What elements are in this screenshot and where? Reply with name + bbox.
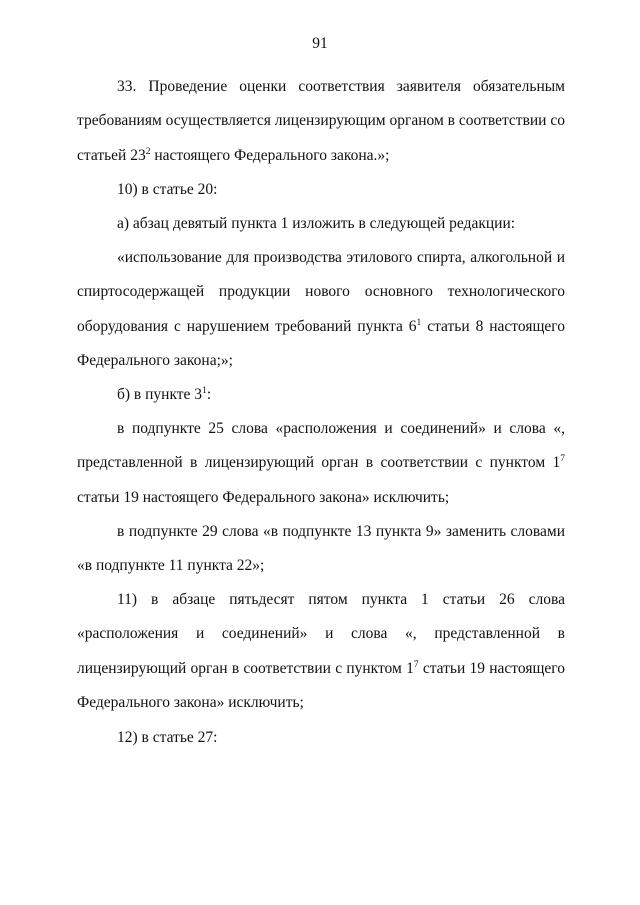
superscript: 1 [416,317,422,328]
paragraph-text: в подпункте 25 слова «расположения и соединений» и слова «, представленной в лицензирующий орган в соответствии с пунктом 1 [77,420,565,472]
superscript: 7 [560,454,565,465]
paragraph-text: а) абзац девятый пункта 1 изложить в следующей редакции: [117,215,516,232]
paragraph-subitem-b [77,378,565,412]
superscript: 1 [202,386,207,397]
paragraph-subitem-a [77,207,565,241]
paragraph-text: статьи 8 настоящего Федерального закона;»; [77,317,566,370]
superscript: 7 [413,659,419,670]
paragraph-text: в подпункте 29 слова «в подпункте 13 пункта 9» заменить словами «в подпункте 11 пункта 22»; [77,523,565,575]
paragraph-text: б) в пункте 3 [117,386,203,403]
paragraph-text: 11) в абзаце пятьдесят пятом пункта 1 статьи 26 слова «расположения и соединений» и слова «, представленной в лицензирующий орган в соответствии с пунктом 1 [77,591,565,677]
paragraph-subpoint-29 [77,515,565,584]
paragraph-quoted-text [77,241,565,379]
paragraph-33 [77,70,565,173]
paragraph-text: 12) в статье 27: [117,729,218,746]
paragraph-text: 10) в статье 20: [117,181,218,198]
paragraph-item-10 [77,173,565,207]
paragraph-text: статьи 19 настоящего Федерального закона» исключить; [77,659,565,712]
page-number: 91 [312,35,328,52]
paragraph-text: «использование для производства этилового спирта, алкогольной и спиртосодержащей продукции нового основного технологического оборудования с нарушением требований пункта 6 [77,249,565,335]
paragraph-item-12 [77,721,565,755]
paragraph-text: : [206,386,212,403]
paragraph-text: статьи 19 настоящего Федерального закона» исключить; [77,488,450,506]
paragraph-item-11 [77,583,565,721]
paragraph-text: настоящего Федерального закона.»; [150,146,390,164]
superscript: 2 [145,146,151,157]
paragraph-text: 33. Проведение оценки соответствия заявителя обязательным требованиям осуществляется лицензирующим органом в соответствии со статьей 23 [77,78,565,164]
paragraph-subpoint-25 [77,412,565,515]
